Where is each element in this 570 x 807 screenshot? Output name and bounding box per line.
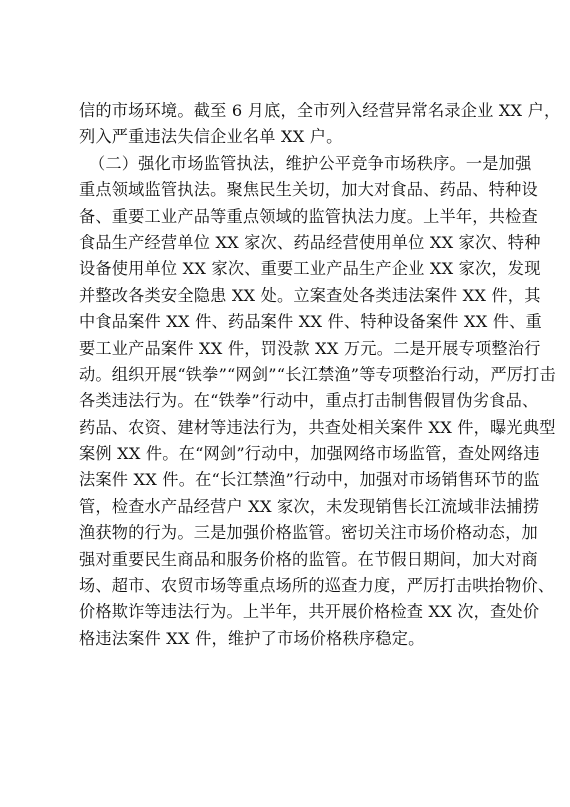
text-line: 动。组织开展“铁拳”“网剑”“长江禁渔”等专项整治行动，严厉打击 (79, 364, 556, 384)
text-line: 中食品案件 XX 件、药品案件 XX 件、特种设备案件 XX 件、重 (79, 312, 542, 332)
text-line: 法案件 XX 件。在“长江禁渔”行动中，加强对市场销售环节的监 (79, 470, 540, 490)
text-line: 重点领域监管执法。聚焦民生关切，加大对食品、药品、特种设 (79, 180, 538, 200)
text-line: 要工业产品案件 XX 件，罚没款 XX 万元。二是开展专项整治行 (79, 338, 541, 358)
text-line: 价格欺诈等违法行为。上半年，共开展价格检查 XX 次，查处价 (79, 602, 540, 622)
text-line: 设备使用单位 XX 家次、重要工业产品生产企业 XX 家次，发现 (79, 259, 541, 279)
text-line: 信的市场环境。截至 6 月底，全市列入经营异常名录企业 XX 户， (79, 101, 561, 120)
text-line: 食品生产经营单位 XX 家次、药品经营使用单位 XX 家次、特种 (79, 232, 541, 252)
text-line: 管，检查水产品经营户 XX 家次，未发现销售长江流域非法捕捞 (79, 496, 540, 516)
text-line: 格违法案件 XX 件，维护了市场价格秩序稳定。 (79, 628, 425, 648)
text-line: 强对重要民生商品和服务价格的监管。在节假日期间，加大对商 (79, 549, 538, 569)
text-line: 列入严重违法失信企业名单 XX 户。 (79, 127, 343, 147)
section-heading-line: （二）强化市场监管执法，维护公平竞争市场秩序。一是加强 (89, 153, 532, 173)
text-line: 案例 XX 件。在“网剑”行动中，加强网络市场监管，查处网络违 (79, 444, 540, 464)
text-line: 药品、农资、建材等违法行为，共查处相关案件 XX 件，曝光典型 (79, 417, 556, 437)
body-text (79, 98, 561, 652)
text-line: 并整改各类安全隐患 XX 处。立案查处各类违法案件 XX 件，其 (79, 285, 541, 305)
text-line: 各类违法行为。在“铁拳”行动中，重点打击制售假冒伪劣食品、 (79, 391, 539, 411)
text-line: 渔获物的行为。三是加强价格监管。密切关注市场价格动态，加 (79, 523, 538, 543)
text-line: 场、超市、农贸市场等重点场所的巡查力度，严厉打击哄抬物价、 (79, 576, 555, 596)
text-line: 备、重要工业产品等重点领域的监管执法力度。上半年，共检查 (79, 206, 538, 226)
